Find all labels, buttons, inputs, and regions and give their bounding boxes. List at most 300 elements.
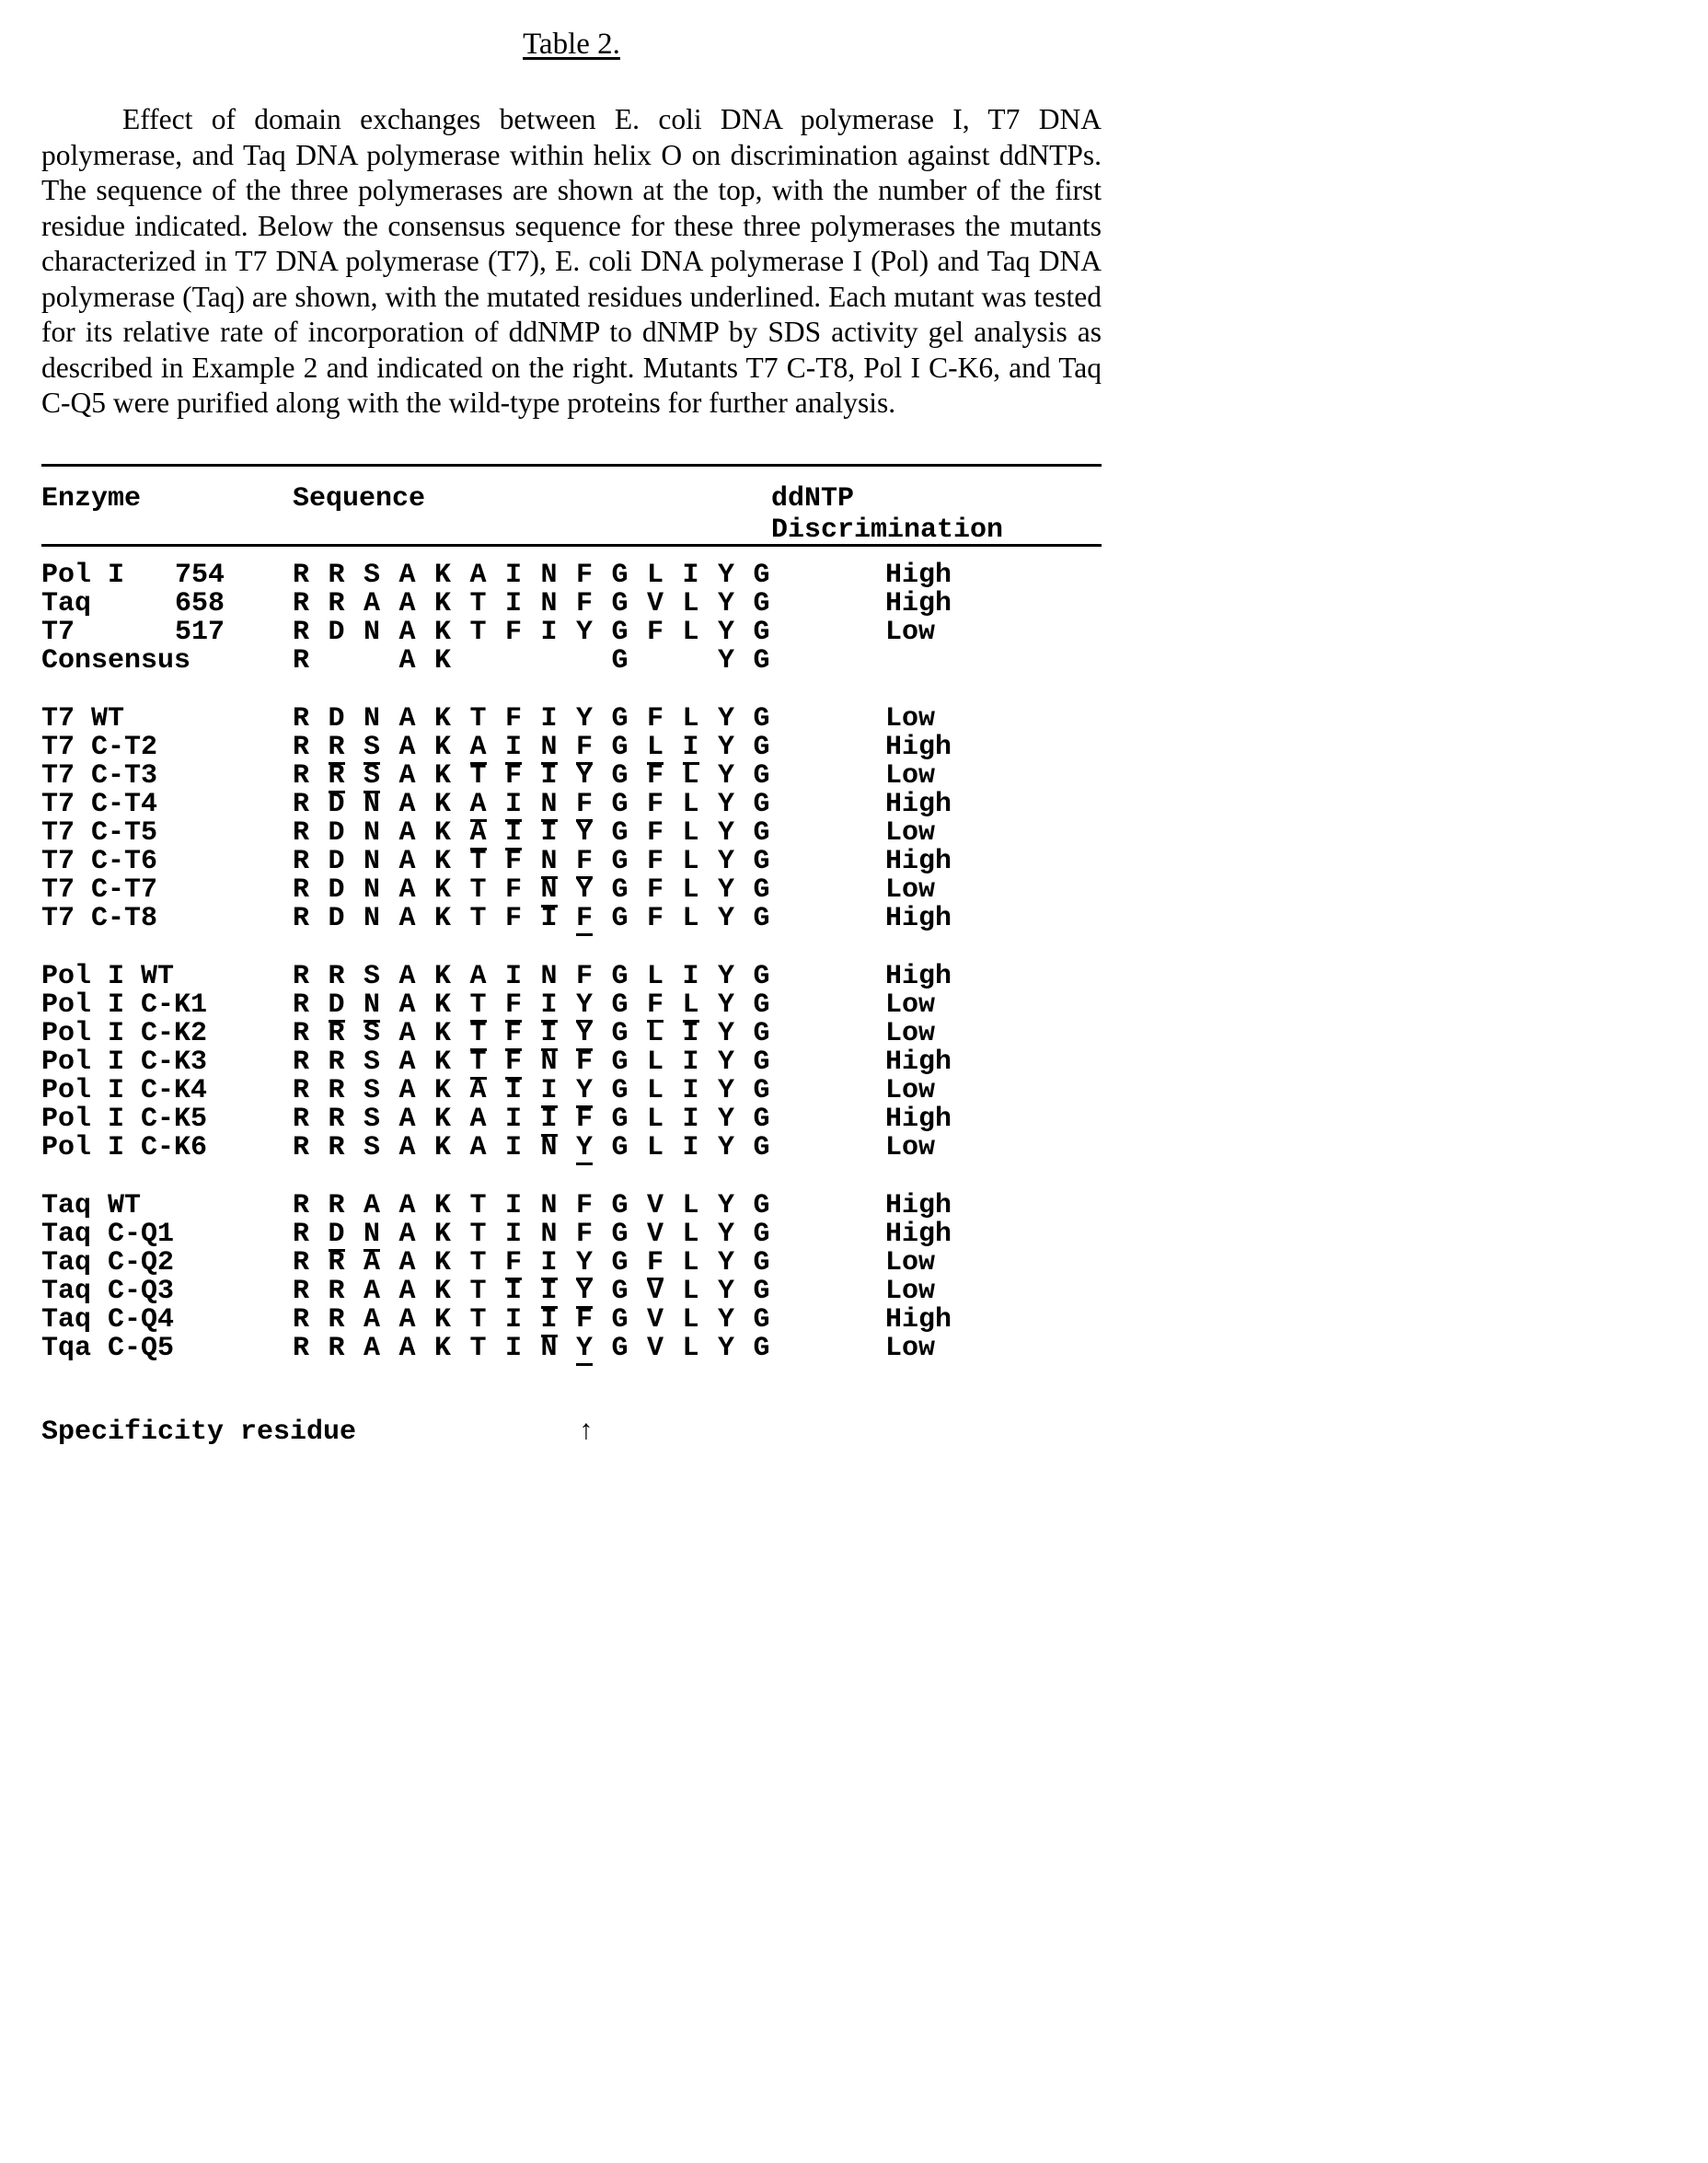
residue-cell: L (647, 559, 664, 591)
residue-cell: F (505, 1246, 523, 1278)
residue-cell: V (647, 1303, 664, 1336)
residue-cell: N (540, 1218, 558, 1250)
residue-cell: L (682, 616, 699, 648)
residue-sequence (293, 1332, 789, 1366)
residue-cell: I (505, 731, 523, 763)
residue-cell: L (647, 1103, 664, 1135)
residue-cell: K (434, 1189, 452, 1221)
residue-cell: R (293, 816, 310, 849)
residue-cell: L (682, 702, 699, 734)
residue-cell: F (647, 788, 664, 820)
enzyme-label: Taq C-Q3 (41, 1275, 175, 1307)
residue-cell: G (611, 587, 629, 619)
table-header-row (41, 467, 1102, 544)
residue-cell: R (293, 1103, 310, 1135)
title-block (41, 28, 1102, 62)
residue-cell: R (328, 1189, 345, 1221)
residue-cell: Y (576, 873, 594, 906)
residue-cell: D (328, 1218, 345, 1250)
residue-cell: A (364, 1303, 381, 1336)
residue-cell: F (576, 587, 594, 619)
residue-cell: F (576, 845, 594, 877)
residue-cell: G (611, 644, 629, 677)
residue-cell: F (505, 759, 523, 792)
ddntp-discrimination-value: Low (885, 759, 936, 792)
residue-cell: Y (718, 1332, 735, 1364)
ddntp-discrimination-value: High (885, 1046, 952, 1078)
residue-cell: G (753, 559, 770, 591)
residue-cell: A (469, 1074, 487, 1106)
enzyme-label: T7 WT (41, 702, 125, 734)
ddntp-discrimination-value: High (885, 1303, 952, 1336)
enzyme-group (41, 1189, 1102, 1364)
residue-cell: F (647, 902, 664, 934)
residue-cell: F (647, 845, 664, 877)
enzyme-label: T7 (41, 616, 75, 648)
residue-cell: I (682, 559, 699, 591)
residue-cell: G (611, 559, 629, 591)
residue-cell: A (469, 1131, 487, 1163)
residue-cell: K (434, 616, 452, 648)
residue-cell: G (611, 1275, 629, 1307)
residue-cell: Y (718, 960, 735, 992)
specificity-footer (41, 1417, 1102, 1457)
residue-cell: N (364, 616, 381, 648)
residue-cell: D (328, 845, 345, 877)
residue-cell: A (398, 559, 416, 591)
residue-cell: F (576, 902, 594, 934)
first-residue-number: 754 (175, 559, 225, 591)
residue-cell: I (540, 816, 558, 849)
residue-cell: F (505, 1046, 523, 1078)
residue-cell: K (434, 1332, 452, 1364)
residue-cell: S (364, 731, 381, 763)
residue-cell: N (540, 559, 558, 591)
residue-cell: T (469, 989, 487, 1021)
residue-cell: A (398, 788, 416, 820)
residue-cell: N (364, 873, 381, 906)
residue-cell: L (682, 873, 699, 906)
table-body (41, 561, 1102, 1363)
table-row (41, 873, 1102, 906)
residue-cell: N (540, 873, 558, 906)
residue-cell: N (364, 989, 381, 1021)
residue-cell: F (576, 788, 594, 820)
residue-cell: R (328, 1074, 345, 1106)
residue-cell: G (753, 902, 770, 934)
ddntp-discrimination-value: High (885, 587, 952, 619)
residue-cell: G (753, 788, 770, 820)
residue-cell: G (753, 1046, 770, 1078)
ddntp-discrimination-value: High (885, 731, 952, 763)
residue-cell: R (293, 1046, 310, 1078)
residue-cell: Y (718, 759, 735, 792)
residue-sequence (293, 960, 789, 992)
residue-cell: A (398, 989, 416, 1021)
residue-cell: I (505, 1218, 523, 1250)
residue-cell: G (611, 1103, 629, 1135)
residue-cell: I (505, 587, 523, 619)
residue-cell: K (434, 989, 452, 1021)
residue-cell: L (682, 788, 699, 820)
residue-cell: N (540, 960, 558, 992)
residue-cell: I (540, 1246, 558, 1278)
residue-cell: R (293, 759, 310, 792)
residue-cell: T (469, 702, 487, 734)
residue-cell: G (753, 731, 770, 763)
residue-cell: D (328, 788, 345, 820)
residue-cell: Y (576, 702, 594, 734)
residue-cell: G (611, 1218, 629, 1250)
residue-cell: G (611, 1046, 629, 1078)
residue-cell: S (364, 759, 381, 792)
residue-cell: I (505, 816, 523, 849)
residue-cell: I (682, 1017, 699, 1049)
residue-cell: S (364, 960, 381, 992)
residue-cell: F (576, 960, 594, 992)
enzyme-label: T7 C-T3 (41, 759, 158, 792)
residue-cell: R (293, 616, 310, 648)
residue-cell: A (398, 816, 416, 849)
table-row (41, 1220, 1102, 1249)
residue-cell: K (434, 587, 452, 619)
residue-cell: K (434, 731, 452, 763)
enzyme-label: T7 C-T6 (41, 845, 158, 877)
residue-cell: R (328, 559, 345, 591)
residue-cell: F (576, 559, 594, 591)
residue-cell: R (293, 1275, 310, 1307)
residue-cell: D (328, 816, 345, 849)
residue-cell: R (293, 1218, 310, 1250)
residue-cell: N (540, 587, 558, 619)
residue-cell: F (505, 902, 523, 934)
residue-cell: I (540, 759, 558, 792)
residue-cell: Y (718, 1131, 735, 1163)
ddntp-discrimination-value: High (885, 960, 952, 992)
residue-cell: F (647, 873, 664, 906)
residue-cell: Y (718, 559, 735, 591)
residue-cell: Y (718, 1103, 735, 1135)
residue-cell: T (469, 873, 487, 906)
residue-cell: A (398, 1332, 416, 1364)
residue-cell (683, 647, 719, 676)
residue-cell: R (293, 587, 310, 619)
residue-cell: A (398, 1074, 416, 1106)
residue-cell: N (364, 902, 381, 934)
residue-cell: A (398, 616, 416, 648)
residue-cell: G (611, 702, 629, 734)
enzyme-label: Pol I C-K6 (41, 1131, 208, 1163)
residue-cell: R (293, 873, 310, 906)
residue-cell: Y (576, 1246, 594, 1278)
residue-cell: F (505, 845, 523, 877)
residue-cell: I (540, 616, 558, 648)
residue-sequence (293, 561, 789, 590)
residue-cell: G (753, 1332, 770, 1364)
enzyme-group (41, 702, 1102, 934)
enzyme-label: T7 C-T5 (41, 816, 158, 849)
residue-cell: A (364, 587, 381, 619)
residue-cell: R (293, 989, 310, 1021)
enzyme-label: Pol I C-K3 (41, 1046, 208, 1078)
residue-cell: F (576, 731, 594, 763)
residue-cell: I (682, 1131, 699, 1163)
residue-cell: G (753, 702, 770, 734)
residue-cell (470, 647, 506, 676)
enzyme-label: T7 C-T7 (41, 873, 158, 906)
residue-cell (329, 647, 364, 676)
residue-cell: R (293, 788, 310, 820)
residue-cell: K (434, 902, 452, 934)
enzyme-label: Taq WT (41, 1189, 142, 1221)
residue-cell: G (753, 816, 770, 849)
residue-cell: L (682, 1303, 699, 1336)
residue-cell: F (647, 759, 664, 792)
residue-cell: I (682, 1103, 699, 1135)
table-row (41, 1303, 1102, 1336)
enzyme-label: Pol I C-K2 (41, 1017, 208, 1049)
residue-sequence (293, 702, 789, 734)
enzyme-label: Tqa C-Q5 (41, 1332, 175, 1364)
residue-cell: R (293, 1074, 310, 1106)
residue-cell: A (469, 788, 487, 820)
residue-cell: Y (718, 644, 735, 677)
residue-cell: Y (718, 1218, 735, 1250)
ddntp-discrimination-value: Low (885, 873, 936, 906)
residue-cell: A (364, 1275, 381, 1307)
residue-cell: Y (718, 616, 735, 648)
residue-cell: G (753, 759, 770, 792)
residue-cell: Y (576, 816, 594, 849)
enzyme-label: Taq C-Q1 (41, 1218, 175, 1250)
residue-cell: R (293, 559, 310, 591)
residue-cell: T (469, 902, 487, 934)
residue-cell: T (469, 1246, 487, 1278)
residue-cell: G (753, 1017, 770, 1049)
residue-cell: V (647, 587, 664, 619)
residue-cell: F (505, 702, 523, 734)
residue-cell: I (540, 1275, 558, 1307)
residue-cell: F (505, 873, 523, 906)
residue-cell: A (398, 587, 416, 619)
residue-cell: I (505, 1103, 523, 1135)
residue-cell: G (611, 1246, 629, 1278)
ddntp-discrimination-value: Low (885, 1131, 936, 1163)
residue-cell: N (540, 845, 558, 877)
residue-cell: I (505, 1303, 523, 1336)
ddntp-discrimination-value: High (885, 902, 952, 934)
table-row (41, 902, 1102, 934)
residue-cell: S (364, 1103, 381, 1135)
ddntp-discrimination-value: Low (885, 816, 936, 849)
residue-cell: L (647, 1074, 664, 1106)
residue-cell: G (753, 1303, 770, 1336)
residue-cell: D (328, 902, 345, 934)
residue-cell: Y (576, 1017, 594, 1049)
residue-cell: F (576, 1218, 594, 1250)
residue-cell: A (364, 1189, 381, 1221)
residue-sequence (293, 902, 789, 936)
residue-cell: L (647, 1131, 664, 1163)
residue-cell: K (434, 1017, 452, 1049)
residue-cell: G (611, 902, 629, 934)
residue-cell: D (328, 873, 345, 906)
residue-cell: I (540, 1017, 558, 1049)
table-row (41, 1131, 1102, 1163)
ddntp-discrimination-value: Low (885, 616, 936, 648)
residue-cell: R (328, 1246, 345, 1278)
residue-cell: L (682, 1275, 699, 1307)
residue-cell: R (328, 759, 345, 792)
residue-cell: D (328, 616, 345, 648)
residue-cell: F (576, 1303, 594, 1336)
residue-cell: Y (576, 1131, 594, 1163)
residue-cell: Y (718, 1303, 735, 1336)
residue-cell: R (293, 702, 310, 734)
table-row (41, 759, 1102, 792)
residue-sequence (293, 616, 789, 648)
residue-cell: I (682, 1074, 699, 1106)
ddntp-discrimination-value: High (885, 559, 952, 591)
residue-sequence (293, 644, 789, 677)
residue-cell: A (398, 1218, 416, 1250)
residue-cell: N (364, 845, 381, 877)
residue-cell: R (293, 1246, 310, 1278)
page-title: Table 2. (523, 28, 620, 61)
residue-cell (647, 647, 683, 676)
residue-cell: I (505, 960, 523, 992)
residue-cell: K (434, 759, 452, 792)
residue-cell: K (434, 1131, 452, 1163)
residue-cell: N (364, 816, 381, 849)
residue-cell: R (328, 1275, 345, 1307)
residue-cell: K (434, 1275, 452, 1307)
table-row (41, 1246, 1102, 1278)
page-content (41, 0, 1102, 1457)
residue-cell: A (398, 1046, 416, 1078)
residue-cell: N (540, 1046, 558, 1078)
residue-cell: A (398, 1246, 416, 1278)
residue-cell: R (293, 731, 310, 763)
residue-cell: A (398, 759, 416, 792)
residue-cell: D (328, 702, 345, 734)
residue-cell: A (398, 845, 416, 877)
residue-cell: Y (718, 1246, 735, 1278)
ddntp-discrimination-value: Low (885, 1332, 936, 1364)
residue-cell: K (434, 1046, 452, 1078)
residue-cell: R (293, 1332, 310, 1364)
residue-cell: G (753, 960, 770, 992)
residue-cell: L (682, 1246, 699, 1278)
enzyme-label: Pol I WT (41, 960, 175, 992)
enzyme-label: T7 C-T2 (41, 731, 158, 763)
residue-cell: N (364, 702, 381, 734)
table-row (41, 960, 1102, 992)
residue-cell: I (505, 1074, 523, 1106)
residue-cell: G (611, 845, 629, 877)
residue-cell: A (469, 960, 487, 992)
residue-cell: A (364, 1246, 381, 1278)
residue-cell: F (505, 989, 523, 1021)
residue-cell: Y (718, 1074, 735, 1106)
residue-cell: F (647, 1246, 664, 1278)
residue-cell: I (540, 1303, 558, 1336)
residue-cell: R (293, 1189, 310, 1221)
residue-cell: R (293, 1303, 310, 1336)
residue-cell: I (505, 1131, 523, 1163)
residue-cell: G (611, 989, 629, 1021)
ddntp-discrimination-value: Low (885, 989, 936, 1021)
header-ddntp-discrimination: ddNTP Discrimination (771, 482, 1004, 546)
table-row (41, 1332, 1102, 1364)
residue-cell: S (364, 559, 381, 591)
residue-cell: A (398, 731, 416, 763)
residue-cell: Y (718, 845, 735, 877)
residue-cell: Y (576, 1074, 594, 1106)
residue-cell: I (540, 989, 558, 1021)
residue-cell: G (611, 1017, 629, 1049)
residue-sequence (293, 1189, 789, 1221)
residue-cell: R (328, 731, 345, 763)
table-row (41, 616, 1102, 648)
residue-cell: K (434, 1074, 452, 1106)
residue-cell: I (505, 1332, 523, 1364)
residue-cell: T (469, 759, 487, 792)
enzyme-label: Pol I C-K1 (41, 989, 208, 1021)
residue-cell: V (647, 1189, 664, 1221)
residue-cell (505, 647, 541, 676)
residue-cell: F (647, 616, 664, 648)
residue-cell: A (469, 731, 487, 763)
residue-cell: Y (718, 1046, 735, 1078)
residue-cell: T (469, 1218, 487, 1250)
residue-cell: R (293, 644, 310, 677)
residue-cell: A (398, 960, 416, 992)
residue-cell: R (293, 1131, 310, 1163)
residue-cell: R (328, 1103, 345, 1135)
residue-cell: N (540, 788, 558, 820)
ddntp-discrimination-value: High (885, 1103, 952, 1135)
residue-cell: I (682, 731, 699, 763)
residue-cell: A (398, 1103, 416, 1135)
residue-cell: G (611, 873, 629, 906)
residue-cell: A (469, 559, 487, 591)
residue-cell: G (753, 1074, 770, 1106)
residue-cell: I (540, 1103, 558, 1135)
residue-cell: A (398, 1303, 416, 1336)
residue-cell: K (434, 559, 452, 591)
residue-cell: G (611, 731, 629, 763)
residue-cell: R (328, 1017, 345, 1049)
first-residue-number: 517 (175, 616, 225, 648)
table-row (41, 561, 1102, 590)
residue-cell: G (753, 1246, 770, 1278)
residue-cell: Y (718, 989, 735, 1021)
residue-cell: L (682, 845, 699, 877)
residue-cell: F (505, 1017, 523, 1049)
residue-cell: N (540, 1131, 558, 1163)
table-row (41, 702, 1102, 734)
residue-cell: G (611, 759, 629, 792)
residue-cell: I (505, 1189, 523, 1221)
residue-cell: R (328, 1046, 345, 1078)
table-row (41, 1275, 1102, 1307)
residue-cell: R (328, 1131, 345, 1163)
residue-cell: Y (576, 759, 594, 792)
residue-cell: F (647, 702, 664, 734)
residue-cell: G (611, 1131, 629, 1163)
residue-cell: S (364, 1131, 381, 1163)
